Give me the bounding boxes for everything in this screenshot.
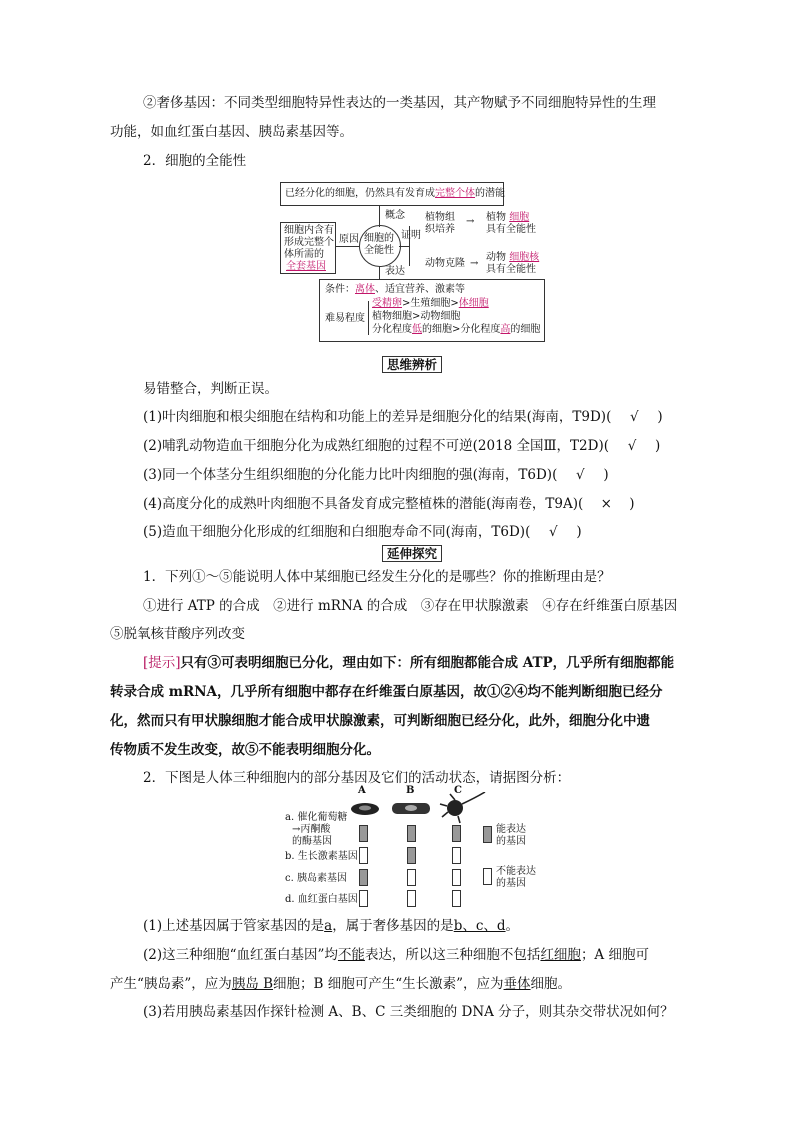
- judge-item: (3)同一个体茎分生组织细胞的分化能力比叶肉细胞的强(海南，T6D)( √ ): [143, 467, 609, 483]
- column-label: C: [454, 785, 462, 796]
- reason-line: 形成完整个: [284, 237, 334, 248]
- question-1: 1．下列①～⑤能说明人体中某细胞已经发生分化的是哪些？你的推断理由是？: [143, 569, 611, 585]
- judge-item: (4)高度分化的成熟叶肉细胞不具备发育成完整植株的潜能(海南卷，T9A)( × ): [143, 496, 635, 512]
- gene-label: 的酶基因: [292, 836, 332, 847]
- reason-keyword: 全套基因: [286, 261, 326, 272]
- judge-item: (5)造血干细胞分化形成的红细胞和白细胞寿命不同(海南，T6D)( √ ): [143, 524, 582, 540]
- column-label: A: [358, 785, 366, 796]
- section-heading: 2．细胞的全能性: [143, 153, 247, 169]
- proof-method: 植物组: [425, 212, 455, 223]
- paragraph-line: ②奢侈基因：不同类型细胞特异性表达的一类基因，其产物赋予不同细胞特异性的生理: [143, 95, 656, 111]
- answer-2-cont: 产生“胰岛素”，应为胰岛 B细胞；B 细胞可产生“生长激素”，应为垂体细胞。: [110, 976, 572, 992]
- gene-cell-silent: [407, 890, 416, 907]
- legend-silent-swatch: [483, 868, 492, 885]
- answer-1: (1)上述基因属于管家基因的是a，属于奢侈基因的是b、c、d。: [143, 918, 520, 934]
- label-proof: 证明: [401, 230, 421, 241]
- label-reason: 原因: [339, 234, 359, 245]
- proof-method: 织培养: [425, 224, 455, 235]
- gene-cell-silent: [407, 869, 416, 886]
- proof-result: 具有全能性: [486, 264, 536, 275]
- gene-cell-expressed: [359, 869, 368, 886]
- section-label: 延伸探究: [382, 545, 442, 562]
- gene-cell-expressed: [407, 847, 416, 864]
- proof-result: 植物 细胞: [486, 212, 530, 223]
- difficulty-line: 受精卵>生殖细胞>体细胞: [372, 298, 489, 309]
- section-label: 思维辨析: [382, 356, 442, 373]
- question-2: 2．下图是人体三种细胞内的部分基因及它们的活动状态，请据图分析：: [143, 770, 571, 786]
- condition-text: 条件：离体、适宜营养、激素等: [325, 284, 465, 295]
- paragraph-line: 功能，如血红蛋白基因、胰岛素基因等。: [110, 124, 353, 140]
- gene-label: a. 催化葡萄糖: [285, 812, 348, 823]
- answer-3: (3)若用胰岛素基因作探针检测 A、B、C 三类细胞的 DNA 分子，则其杂交带状况如何？: [143, 1004, 674, 1020]
- difficulty-line: 分化程度低的细胞>分化程度高的细胞: [372, 324, 541, 335]
- gene-label: d. 血红蛋白基因: [285, 894, 358, 905]
- center-label: 细胞的: [364, 233, 394, 244]
- gene-cell-silent: [452, 890, 461, 907]
- proof-method: 动物克隆: [425, 258, 465, 269]
- hint-line: 传物质不发生改变，故⑤不能表明细胞分化。: [110, 742, 380, 758]
- legend-label: 能表达: [496, 824, 526, 835]
- reason-line: 体所需的: [284, 249, 324, 260]
- proof-result: 动物 细胞核: [486, 252, 540, 263]
- proof-result: 具有全能性: [486, 224, 536, 235]
- center-label: 全能性: [364, 245, 394, 256]
- gene-cell-expressed: [407, 825, 416, 842]
- difficulty-line: 植物细胞>动物细胞: [372, 311, 461, 322]
- gene-cell-silent: [452, 869, 461, 886]
- arrow-icon: →: [470, 258, 479, 269]
- arrow-icon: →: [466, 216, 475, 227]
- legend-label: 的基因: [496, 878, 526, 889]
- difficulty-label: 难易程度: [325, 313, 365, 324]
- label-express: 表达: [385, 266, 405, 277]
- question-options: ①进行 ATP 的合成 ②进行 mRNA 的合成 ③存在甲状腺激素 ④存在纤维蛋白原基因: [143, 598, 678, 614]
- hint-line: 化，然而只有甲状腺细胞才能合成甲状腺激素，可判断细胞已经分化，此外，细胞分化中遗: [110, 713, 650, 729]
- gene-cell-silent: [452, 847, 461, 864]
- label-concept: 概念: [385, 210, 405, 221]
- gene-label: c. 胰岛素基因: [285, 873, 347, 884]
- judge-intro: 易错整合，判断正误。: [143, 381, 278, 397]
- concept-text: 已经分化的细胞，仍然具有发育成完整个体的潜能: [285, 188, 505, 199]
- column-label: B: [406, 785, 415, 796]
- neuron-cell-icon: [447, 800, 463, 816]
- legend-label: 不能表达: [496, 866, 536, 877]
- gene-cell-silent: [359, 847, 368, 864]
- hint-line: 转录合成 mRNA，几乎所有细胞中都存在纤维蛋白原基因，故①②④均不能判断细胞已经分: [110, 684, 663, 700]
- gene-cell-silent: [359, 890, 368, 907]
- gene-label: b. 生长激素基因: [285, 851, 358, 862]
- gene-cell-expressed: [452, 825, 461, 842]
- gene-cell-expressed: [359, 825, 368, 842]
- judge-item: (2)哺乳动物造血干细胞分化为成熟红细胞的过程不可逆(2018 全国Ⅲ，T2D)( √ ): [143, 438, 661, 454]
- answer-2: (2)这三种细胞“血红蛋白基因”均不能表达，所以这三种细胞不包括红细胞；A 细胞可: [143, 947, 649, 963]
- gene-label: →丙酮酸: [292, 824, 331, 835]
- legend-expressed-swatch: [483, 826, 492, 843]
- legend-label: 的基因: [496, 836, 526, 847]
- judge-item: (1)叶肉细胞和根尖细胞在结构和功能上的差异是细胞分化的结果(海南，T9D)( √ ): [143, 409, 663, 425]
- question-options: ⑤脱氧核苷酸序列改变: [110, 626, 245, 642]
- hint-line: [提示]只有③可表明细胞已分化，理由如下：所有细胞都能合成 ATP，几乎所有细胞都能: [143, 655, 675, 671]
- reason-line: 细胞内含有: [284, 225, 334, 236]
